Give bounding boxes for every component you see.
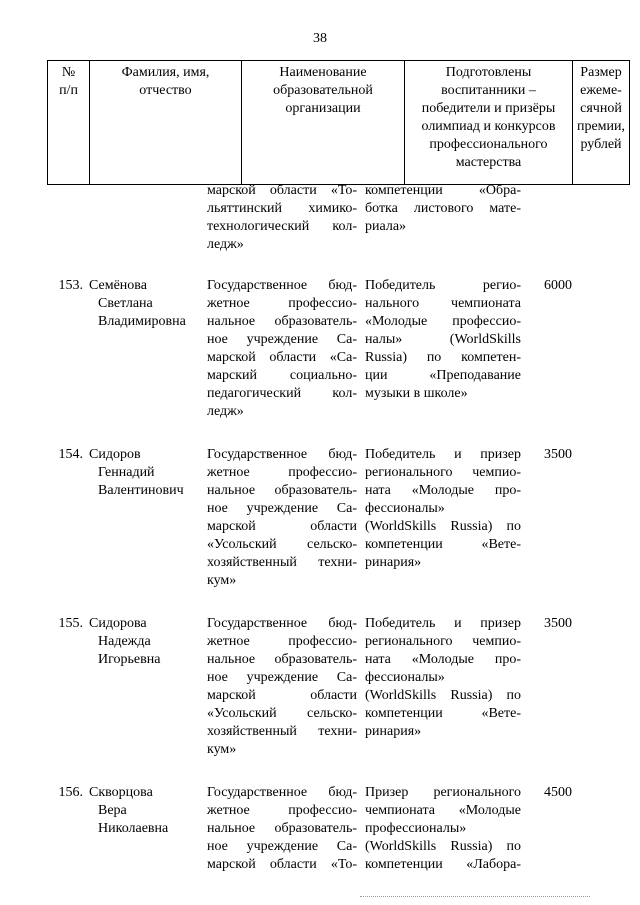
organization-cell: Государственное бюд- жетное профессио- нальное образователь- ное учреждение Са- марской области «Усольский сельско- хозяйственный техни- кум» [207,616,357,757]
header-line: ежеме- [580,83,622,98]
header-line: победители и призёры [421,101,556,116]
header-line: отчество [139,83,192,98]
organization-cell: Государственное бюд- жетное профессио- нальное образователь- ное учреждение Са- марской области «Са- марский социально- педагогический кол- ледж» [207,278,357,419]
organization-cell: Государственное бюд- жетное профессио- нальное образователь- ное учреждение Са- марской области «То- [207,785,357,872]
header-line: Подготовлены [445,65,532,80]
row-number: 156. [58,785,83,800]
table-row [47,615,620,759]
header-line: профессионального [429,137,548,152]
achievements-cell: Победитель регио- нального чемпионата «Молодые профессио- налы» (WorldSkills Russia) по компетен- ции «Преподавание музыки в школе» [365,278,521,401]
person-name: Семёнова Светлана Владимировна [89,278,186,329]
header-line: олимпиад и конкурсов [421,119,556,134]
header-line: № [61,65,76,80]
row-number: 153. [58,278,83,293]
header-line: мастерства [455,155,522,170]
header-line: организации [285,101,361,116]
header-col-amount [573,61,630,185]
person-name: Скворцова Вера Николаевна [89,785,169,836]
achievements-cell: компетенции «Обра- ботка листового мате- риала» [365,183,521,234]
header-line: п/п [59,83,78,98]
page-number: 38 [313,31,327,46]
bonus-amount: 6000 [544,278,572,293]
header-line: воспитанники – [441,83,536,98]
person-name: Сидоров Геннадий Валентинович [89,447,184,498]
header-line: сячной [580,101,622,116]
header-col-organization [242,61,405,185]
bonus-amount: 3500 [544,616,572,631]
achievements-cell: Призер регионального чемпионата «Молодые профессионалы» (WorldSkills Russia) по компетенции «Лабора- [365,785,521,872]
person-name: Сидорова Надежда Игорьевна [89,616,161,667]
bonus-amount: 4500 [544,785,572,800]
header-line: образовательной [273,83,373,98]
header-col-achievements [405,61,573,185]
header-line: Наименование [279,65,367,80]
header-line: Размер [580,65,622,80]
page-edge-artifact [360,896,590,897]
header-line: Фамилия, имя, [121,65,210,80]
achievements-cell: Победитель и призер регионального чемпио- ната «Молодые про- фессионалы» (WorldSkills Russia) по компетенции «Вете- ринария» [365,447,521,570]
organization-cell: марской области «То- льяттинский химико- технологический кол- ледж» [207,183,357,252]
header-col-name [90,61,242,185]
row-number: 155. [58,616,83,631]
achievements-cell: Победитель и призер регионального чемпио- ната «Молодые про- фессионалы» (WorldSkills Russia) по компетенции «Вете- ринария» [365,616,521,739]
table-row [47,277,620,421]
continuation-row [47,182,620,254]
table-row [47,784,620,874]
table-row [47,446,620,590]
organization-cell: Государственное бюд- жетное профессио- нальное образователь- ное учреждение Са- марской области «Усольский сельско- хозяйственный техни- кум» [207,447,357,588]
table-body [47,182,620,874]
table-header [47,60,630,185]
bonus-amount: 3500 [544,447,572,462]
header-line: рублей [580,137,622,152]
header-line: премии, [576,119,626,134]
row-number: 154. [58,447,83,462]
header-col-number [48,61,90,185]
